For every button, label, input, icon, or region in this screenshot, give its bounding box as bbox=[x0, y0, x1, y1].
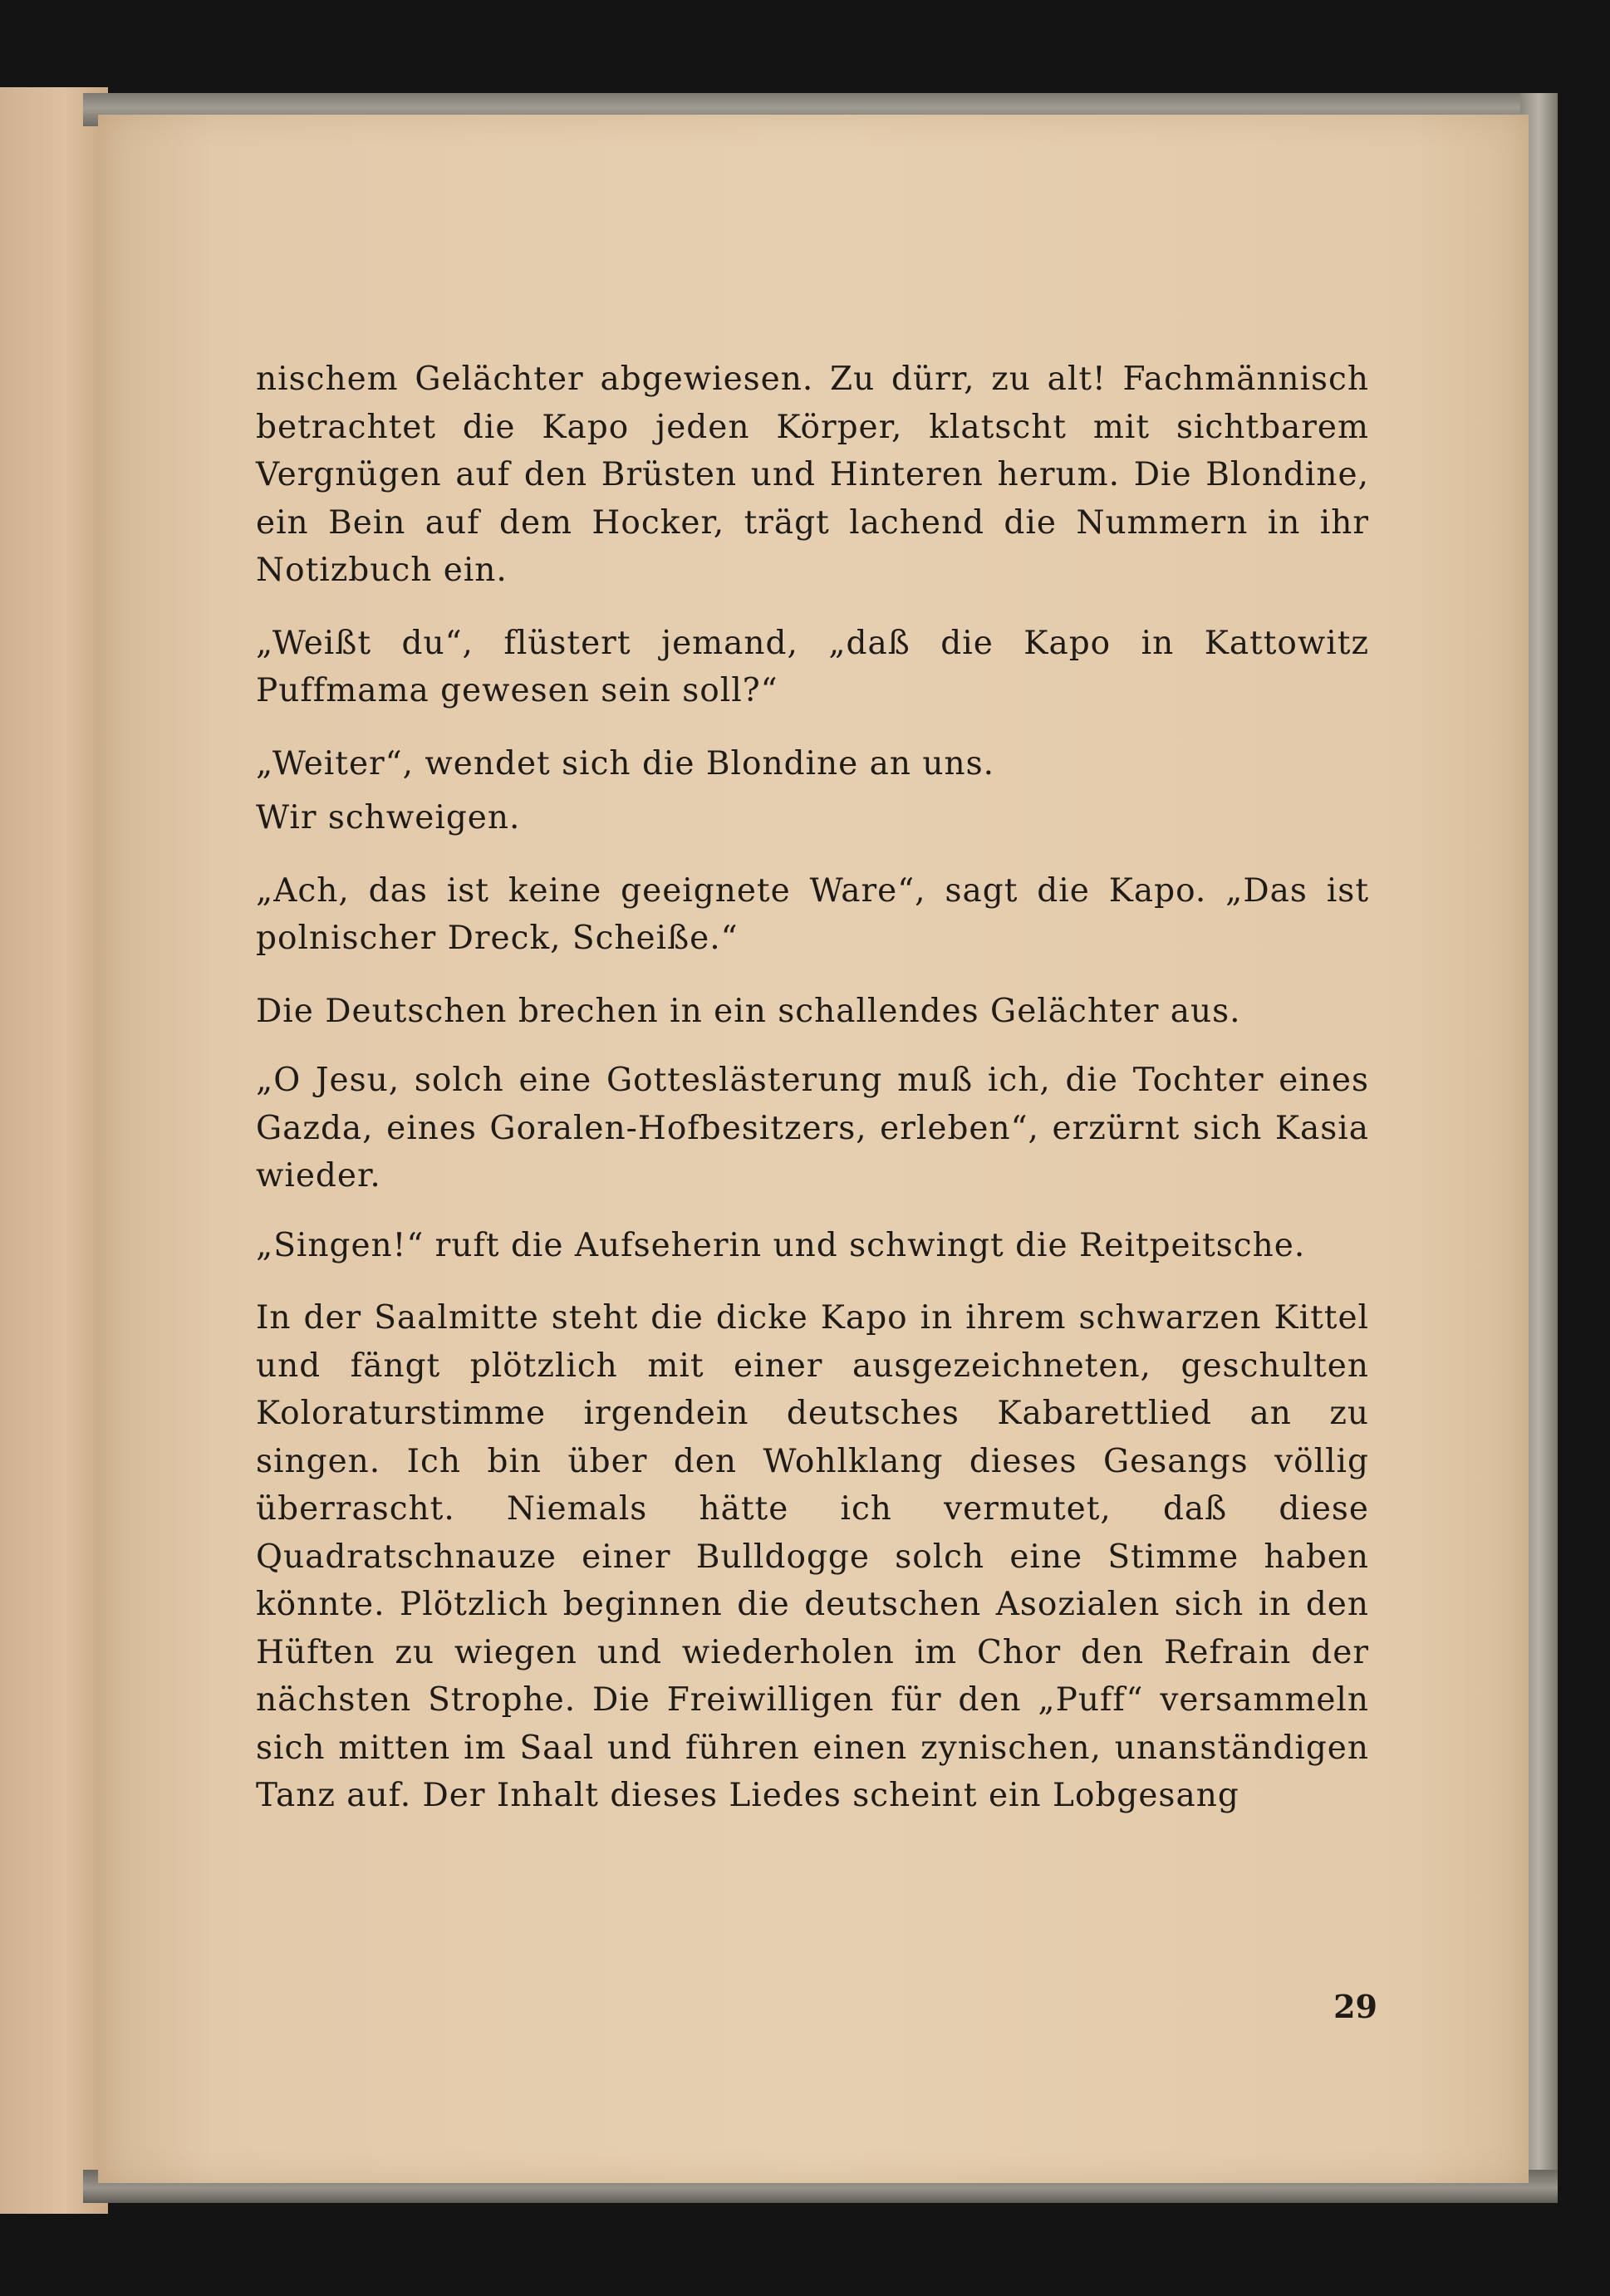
body-text bbox=[256, 356, 1369, 1845]
paragraph: „O Jesu, solch eine Gotteslästerung muß ich, die Tochter eines Gazda, eines Goralen-Hofbesitzers, erleben“, erzürnt sich Kasia wieder. bbox=[256, 1062, 1369, 1195]
facing-page-edge bbox=[0, 87, 108, 2214]
paragraph: „Weiter“, wendet sich die Blondine an uns. bbox=[256, 744, 995, 783]
paragraph: „Ach, das ist keine geeignete Ware“, sagt die Kapo. „Das ist polnischer Dreck, Scheiße.“ bbox=[256, 871, 1369, 957]
book-page bbox=[98, 115, 1529, 2183]
paragraph: Die Deutschen brechen in ein schallendes Gelächter aus. bbox=[256, 992, 1241, 1030]
paragraph: „Weißt du“, flüstert jemand, „daß die Kapo in Kattowitz Puffmama gewesen sein soll?“ bbox=[256, 624, 1369, 709]
paragraph: „Singen!“ ruft die Aufseherin und schwingt die Reitpeitsche. bbox=[256, 1226, 1306, 1264]
paragraph: In der Saalmitte steht die dicke Kapo in ihrem schwarzen Kittel und fängt plötzlich mit einer ausgezeichneten, geschulten Koloraturstimme irgendein deutsches Kabarettlied an zu singen. Ich bin über den Wohlklang dieses Gesangs völlig überrascht. Niemals hätte ich vermutet, daß diese Quadratschnauze einer Bulldogge solch eine Stimme haben könnte. Plötzlich beginnen die deutschen Asozialen sich in den Hüften zu wiegen und wiederholen im Chor den Refrain der nächsten Strophe. Die Freiwilligen für den „Puff“ versammeln sich mitten im Saal und führen einen zynischen, unanständigen Tanz auf. Der Inhalt dieses Liedes scheint ein Lobgesang bbox=[256, 1299, 1369, 1814]
paragraph: nischem Gelächter abgewiesen. Zu dürr, zu alt! Fachmännisch betrachtet die Kapo jeden Körper, klatscht mit sichtbarem Vergnügen auf den Brüsten und Hinteren herum. Die Blondine, ein Bein auf dem Hocker, trägt lachend die Nummern in ihr Notizbuch ein. bbox=[256, 361, 1369, 589]
page-number: 29 bbox=[1333, 1988, 1377, 2025]
paragraph: Wir schweigen. bbox=[256, 799, 521, 836]
